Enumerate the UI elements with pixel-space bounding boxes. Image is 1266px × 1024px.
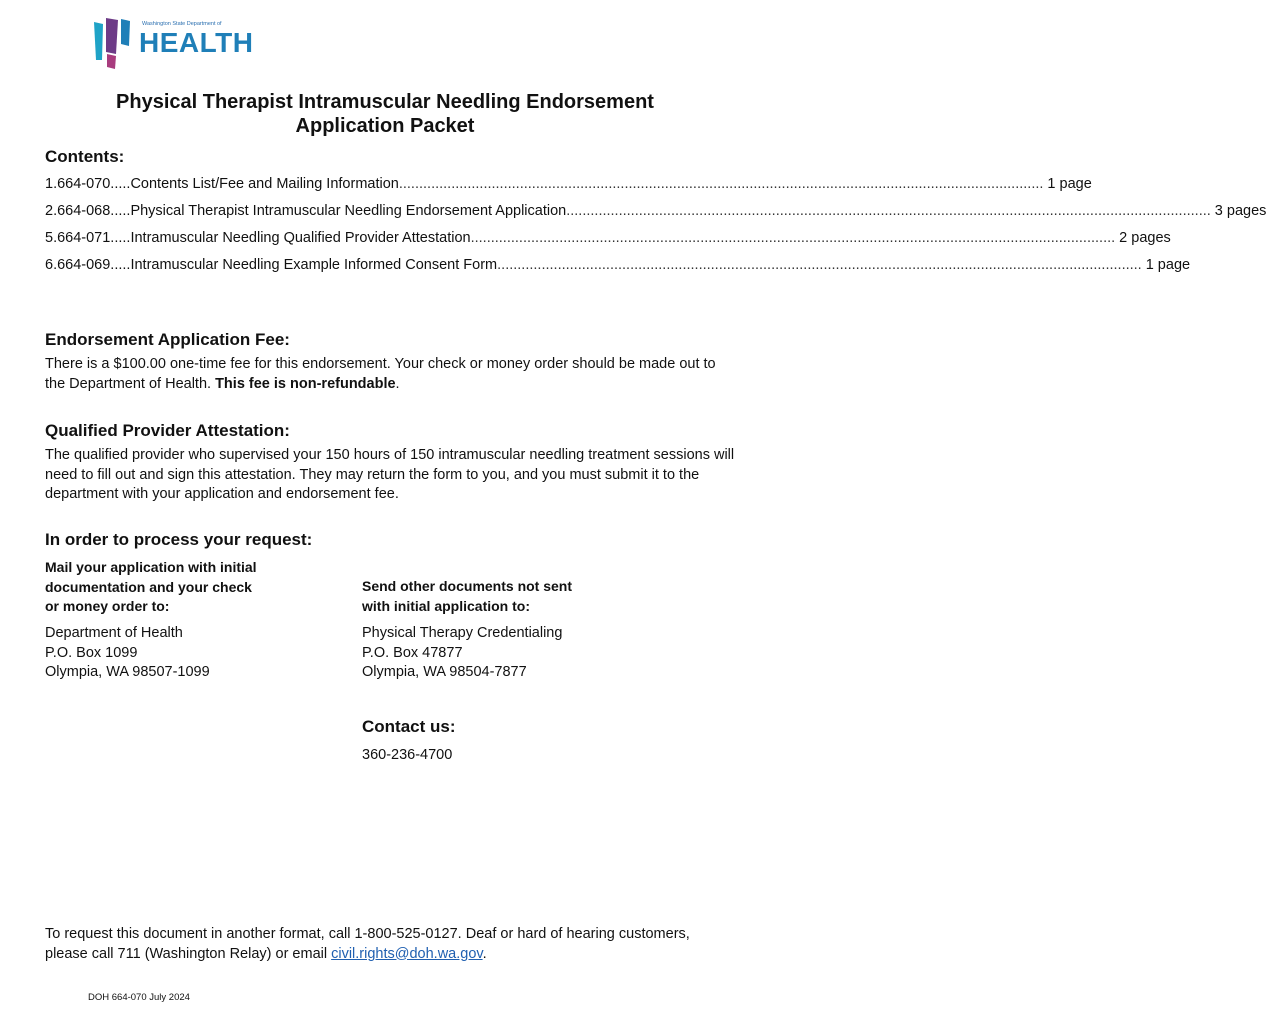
attestation-paragraph: The qualified provider who supervised your 150 hours of 150 intramuscular needling treatment sessions will need to fill out and sign this attestation. They may return the form to you, and you must submit it to the department with your application and endorsement fee. [45, 447, 735, 502]
mail-heading-line: or money order to: [45, 598, 170, 614]
logo-agency-line: Washington State Department of [142, 21, 222, 27]
toc-item-number: 6. [45, 257, 58, 273]
doh-logo [92, 16, 254, 72]
toc-item-number: 2. [45, 203, 58, 219]
doh-logo-mark [92, 16, 138, 72]
accessibility-notice [45, 925, 735, 964]
logo-bar-teal [94, 22, 103, 60]
toc-item [45, 230, 1171, 250]
fee-non-refundable: This fee is non-refundable [215, 375, 396, 392]
process-heading: In order to process your request: [45, 530, 313, 549]
fee-text: There is a $100.00 one-time fee for this endorsement. Your check or money order should be made out to the Department of Health. [45, 356, 716, 392]
toc-leader-dots [399, 176, 1044, 192]
other-docs-heading-line: Send other documents not sent [362, 578, 573, 594]
accessibility-text: To request this document in another format, call 1-800-525-0127. Deaf or hard of hearing customers, please call 711 (Washington Relay) or email [45, 926, 690, 962]
logo-bar-magenta [107, 54, 116, 69]
toc-leader-dots [497, 257, 1142, 273]
toc-item-number: 1. [45, 176, 58, 192]
mail-heading-line: documentation and your check [45, 578, 252, 595]
toc-item [45, 257, 1191, 277]
toc-item-pages: 2 pages [1119, 230, 1171, 246]
toc-item-pages: 1 page [1145, 257, 1191, 273]
toc-item-text: 664-071.....Intramuscular Needling Qualified Provider Attestation [57, 230, 471, 246]
contents-heading: Contents: [45, 147, 125, 166]
contact-phone: 360-236-4700 [362, 747, 453, 763]
toc-item [45, 176, 1092, 196]
logo-bar-blue [121, 19, 130, 46]
fee-paragraph [45, 355, 735, 394]
mail-application-heading [45, 558, 345, 617]
toc-item-text: 664-070.....Contents List/Fee and Mailing Information [57, 176, 399, 192]
contact-heading: Contact us: [362, 717, 456, 736]
other-documents-heading [362, 577, 702, 616]
page-title-line-1: Physical Therapist Intramuscular Needling Endorsement [116, 91, 654, 113]
fee-heading: Endorsement Application Fee: [45, 330, 290, 349]
fee-tail: . [395, 375, 400, 392]
address-line: P.O. Box 1099 [45, 644, 138, 661]
address-line: Olympia, WA 98504-7877 [362, 664, 527, 680]
toc-leader-dots [471, 230, 1116, 246]
mail-application-address [45, 624, 345, 683]
toc-item-pages: 3 pages [1214, 203, 1266, 219]
logo-bar-purple [106, 18, 118, 54]
document-code: DOH 664-070 July 2024 [88, 992, 190, 1003]
other-docs-heading-line: with initial application to: [362, 597, 530, 614]
mail-heading-line: Mail your application with initial [45, 559, 257, 575]
address-line: Department of Health [45, 625, 183, 641]
page-title-line-2: Application Packet [295, 115, 475, 137]
address-line: Olympia, WA 98507-1099 [45, 664, 210, 680]
toc-item-text: 664-069.....Intramuscular Needling Example Informed Consent Form [57, 257, 498, 273]
civil-rights-email-link[interactable]: civil.rights@doh.wa.gov [331, 945, 483, 962]
accessibility-tail: . [482, 945, 487, 962]
toc-item-pages: 1 page [1047, 176, 1092, 192]
toc-item [45, 203, 1266, 223]
address-line: P.O. Box 47877 [362, 644, 463, 661]
toc-item-number: 5. [45, 230, 58, 246]
attestation-heading: Qualified Provider Attestation: [45, 421, 290, 440]
other-documents-address [362, 624, 702, 683]
logo-health-wordmark: HEALTH [139, 27, 254, 58]
page-title [0, 90, 770, 138]
toc-item-text: 664-068.....Physical Therapist Intramuscular Needling Endorsement Application [57, 203, 567, 219]
address-line: Physical Therapy Credentialing [362, 625, 563, 641]
toc-leader-dots [566, 203, 1211, 219]
